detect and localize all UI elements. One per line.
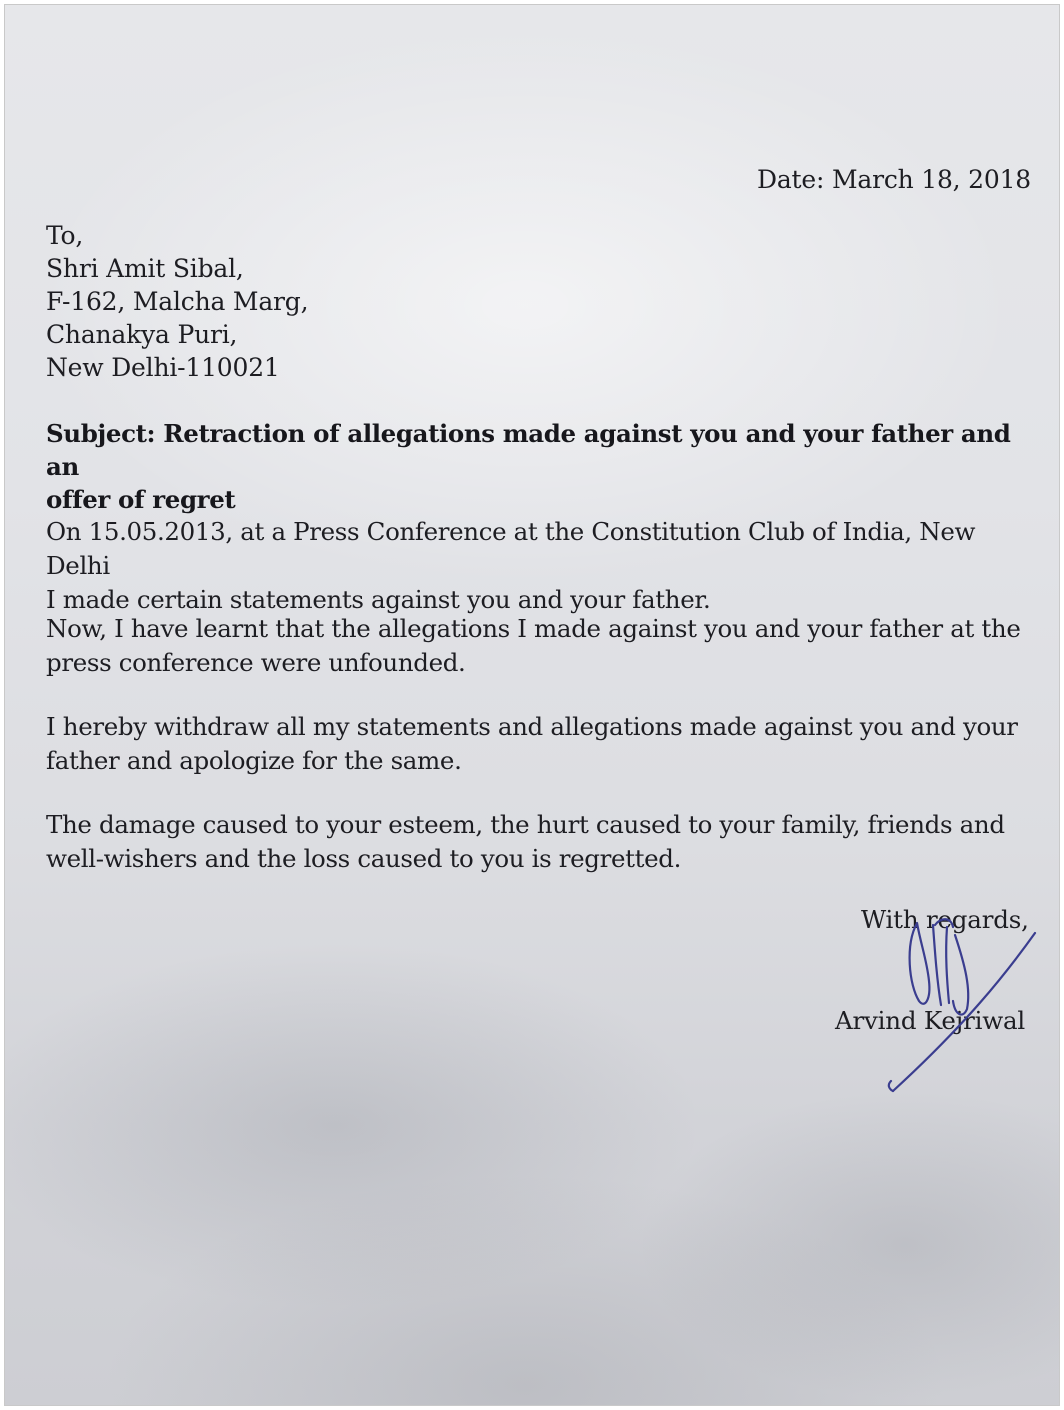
recipient-name: Shri Amit Sibal, bbox=[46, 254, 244, 283]
paragraph-2 bbox=[46, 612, 1036, 680]
signer-name: Arvind Kejriwal bbox=[835, 1006, 1026, 1035]
paragraph-4 bbox=[46, 808, 1036, 876]
signature-strokes bbox=[889, 919, 1035, 1091]
letter-photo bbox=[4, 4, 1060, 1406]
closing-regards: With regards, bbox=[861, 905, 1029, 934]
paragraph-4-line-1: The damage caused to your esteem, the hurt caused to your family, friends and bbox=[46, 810, 1005, 839]
subject-line-2: offer of regret bbox=[46, 485, 236, 514]
subject-line bbox=[46, 417, 1036, 516]
paragraph-3-line-1: I hereby withdraw all my statements and allegations made against you and your bbox=[46, 712, 1018, 741]
paragraph-3 bbox=[46, 710, 1036, 778]
address-line-1: F-162, Malcha Marg, bbox=[46, 287, 309, 316]
address-salutation: To, bbox=[46, 221, 84, 250]
paragraph-3-line-2: father and apologize for the same. bbox=[46, 746, 462, 775]
address-line-2: Chanakya Puri, bbox=[46, 320, 238, 349]
paragraph-2-line-1: Now, I have learnt that the allegations I made against you and your father at the bbox=[46, 614, 1021, 643]
address-line-3: New Delhi-110021 bbox=[46, 353, 280, 382]
paragraph-1 bbox=[46, 515, 1036, 617]
paragraph-4-line-2: well-wishers and the loss caused to you is regretted. bbox=[46, 844, 682, 873]
letter-date: Date: March 18, 2018 bbox=[757, 165, 1031, 194]
handwritten-signature bbox=[875, 905, 1055, 1105]
paragraph-1-line-2: I made certain statements against you and your father. bbox=[46, 585, 711, 614]
subject-line-1: Subject: Retraction of allegations made against you and your father and an bbox=[46, 419, 1011, 481]
paragraph-2-line-2: press conference were unfounded. bbox=[46, 648, 466, 677]
paragraph-1-line-1: On 15.05.2013, at a Press Conference at the Constitution Club of India, New Delhi bbox=[46, 517, 976, 580]
